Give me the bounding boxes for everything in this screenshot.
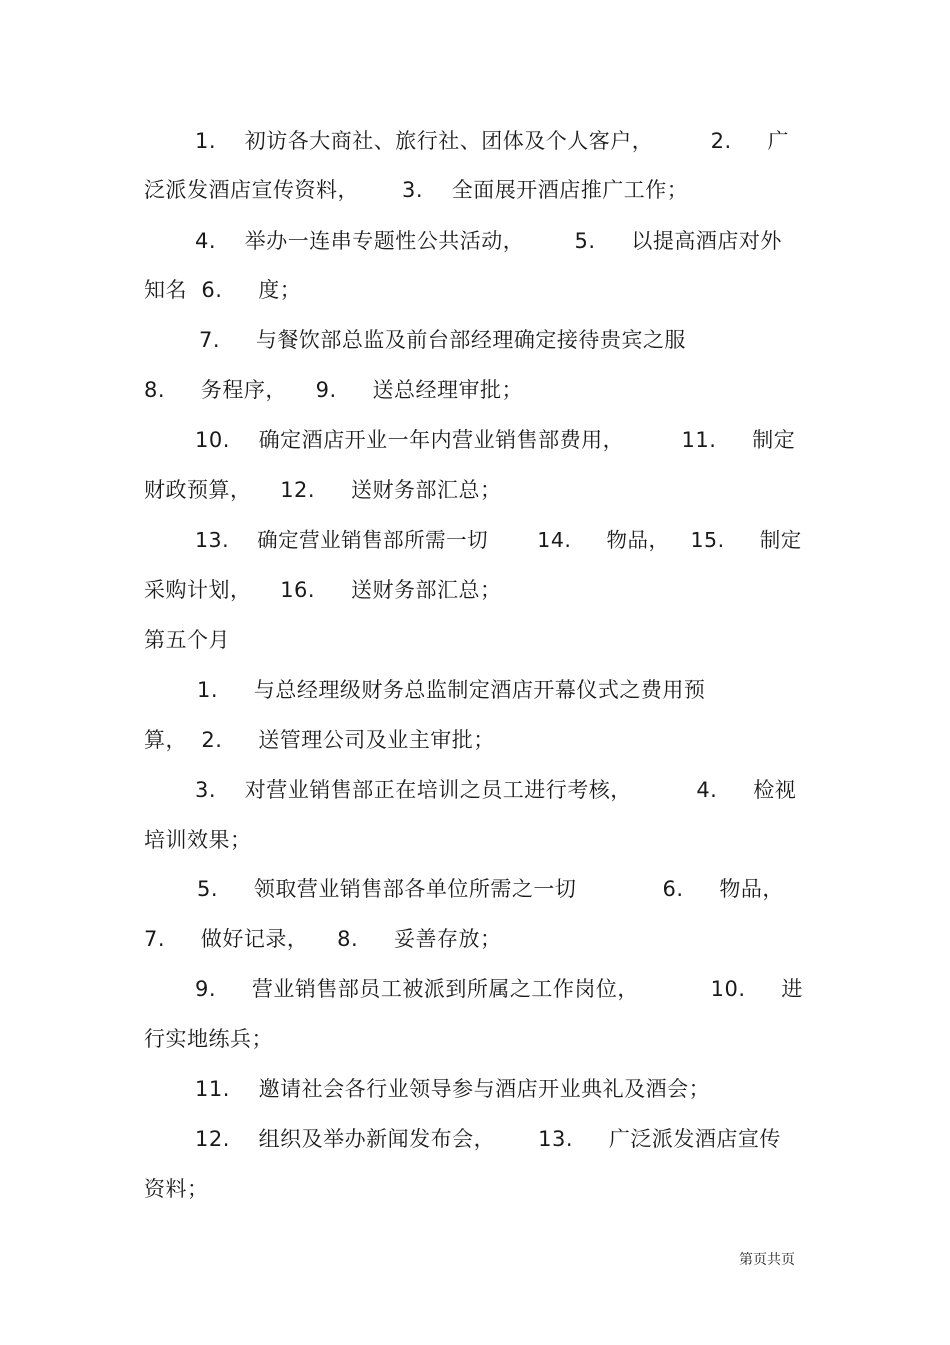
text-line: 1. 初访各大商社、旅行社、团体及个人客户， 2. 广 [195,129,790,153]
text-line: 泛派发酒店宣传资料， 3. 全面展开酒店推广工作； [144,178,689,202]
text-line: 11. 邀请社会各行业领导参与酒店开业典礼及酒会； [195,1077,711,1101]
text-line: 行实地练兵； [144,1027,273,1051]
text-line: 3. 对营业销售部正在培训之员工进行考核， 4. 检视 [195,778,797,802]
text-line: 9. 营业销售部员工被派到所属之工作岗位， 10. 进 [195,977,803,1001]
text-line: 算， 2. 送管理公司及业主审批； [144,728,495,752]
text-line: 4. 举办一连串专题性公共活动， 5. 以提高酒店对外 [195,229,782,253]
text-line: 7. 做好记录， 8. 妥善存放； [144,927,502,951]
text-line: 13. 确定营业销售部所需一切 14. 物品， 15. 制定 [195,528,802,552]
text-line: 财政预算， 12. 送财务部汇总； [144,478,502,502]
text-line: 8. 务程序， 9. 送总经理审批； [144,378,524,402]
text-line: 5. 领取营业销售部各单位所需之一切 6. 物品， [197,877,784,901]
text-line: 1. 与总经理级财务总监制定酒店开幕仪式之费用预 [197,678,706,702]
text-line: 知名 6. 度； [144,278,302,302]
text-line: 培训效果； [144,828,252,852]
page-footer: 第页共页 [739,1252,795,1268]
text-line: 12. 组织及举办新闻发布会， 13. 广泛派发酒店宣传 [195,1127,781,1151]
section-heading: 第五个月 [144,628,230,652]
text-line: 7. 与餐饮部总监及前台部经理确定接待贵宾之服 [199,328,686,352]
text-line: 资料； [144,1177,209,1201]
text-line: 采购计划， 16. 送财务部汇总； [144,578,502,602]
text-line: 10. 确定酒店开业一年内营业销售部费用， 11. 制定 [195,428,796,452]
